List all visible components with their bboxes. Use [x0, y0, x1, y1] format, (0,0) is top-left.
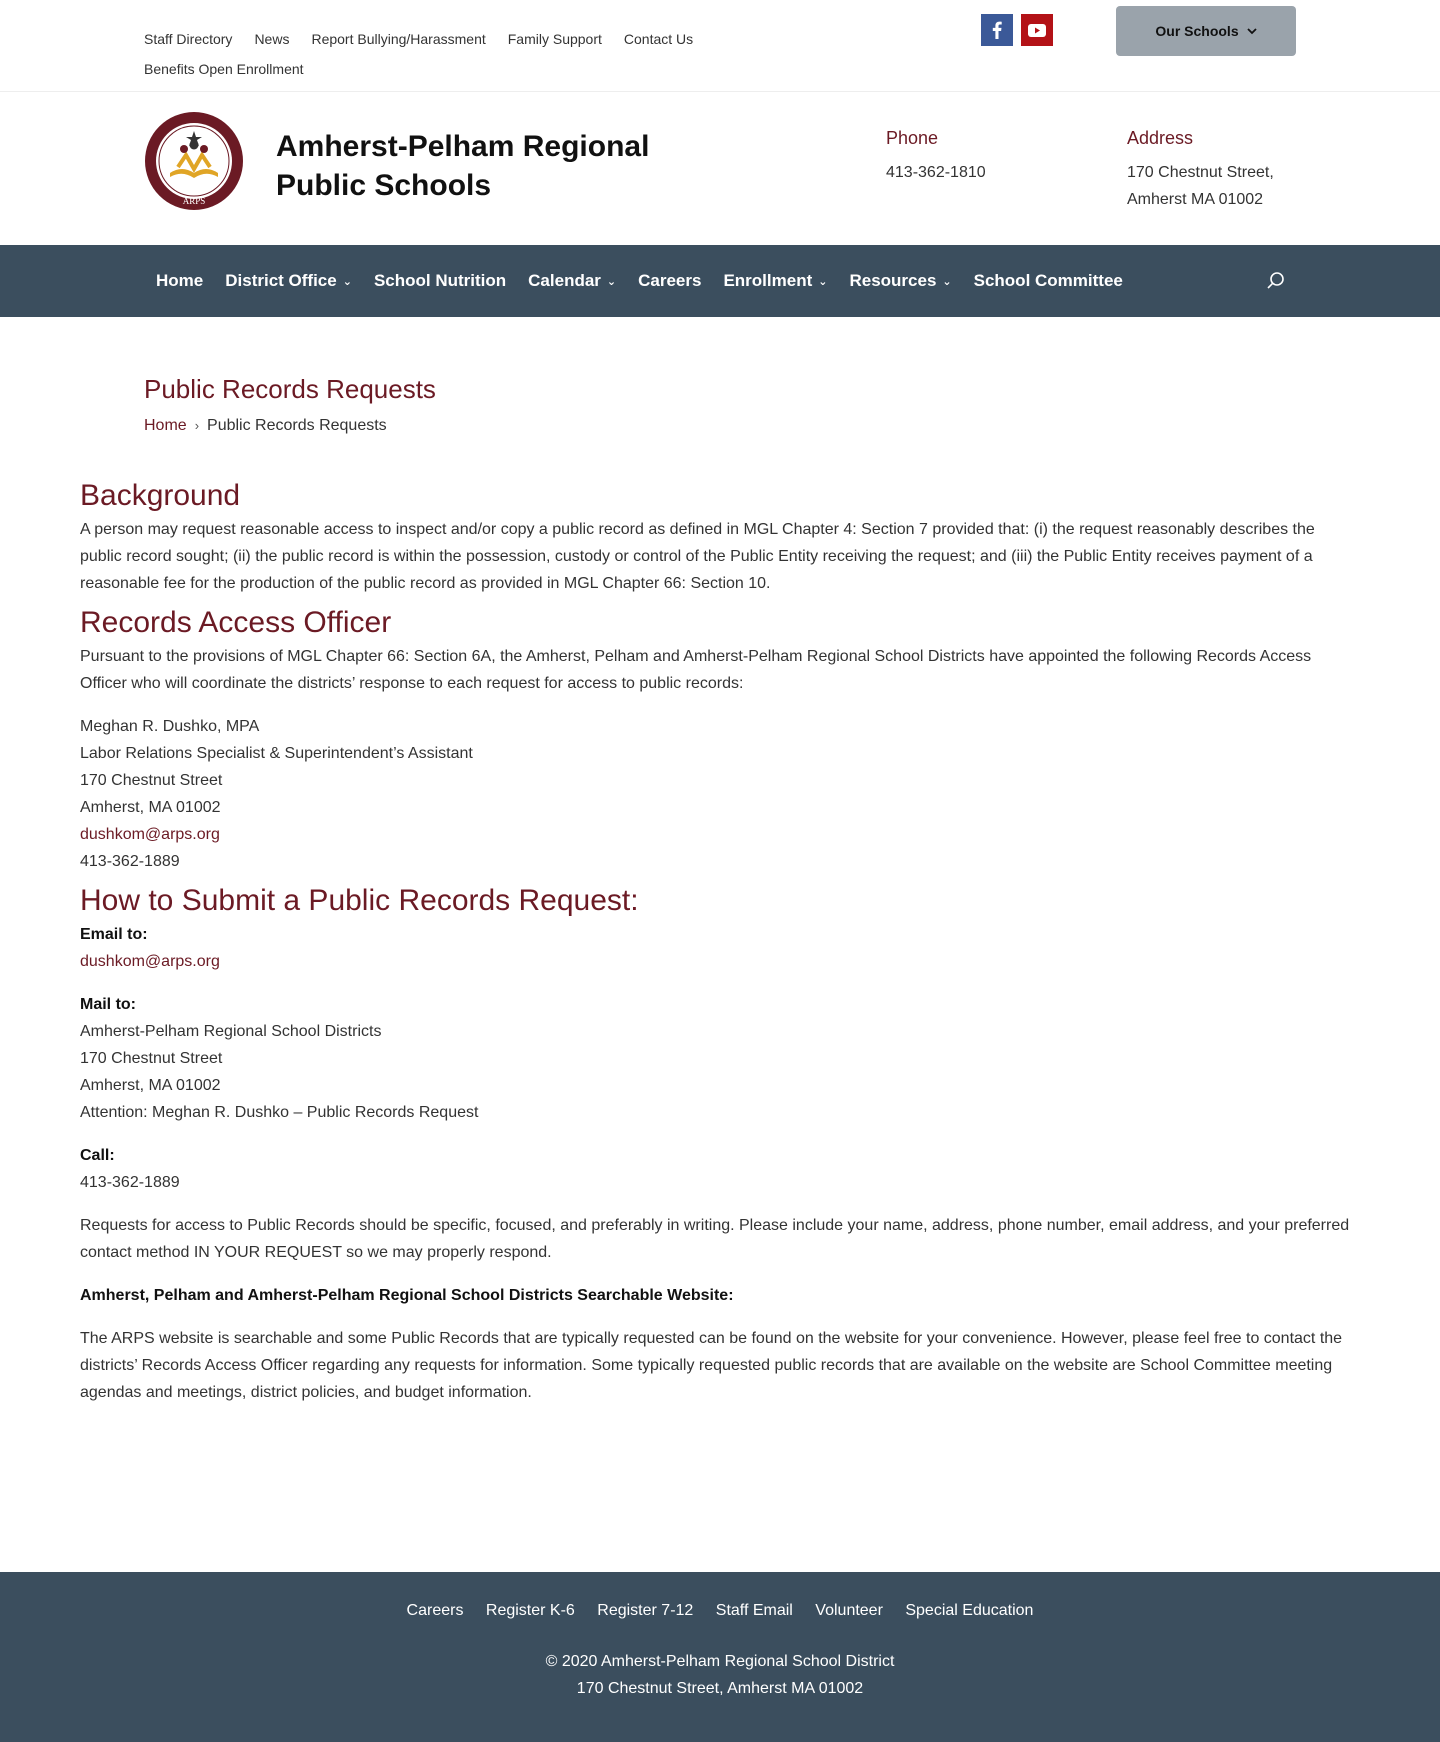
logo-text: ARPS	[182, 196, 206, 206]
breadcrumb-separator-icon: ›	[194, 418, 200, 433]
chevron-down-icon: ⌄	[818, 275, 828, 288]
site-title[interactable]	[276, 127, 696, 205]
mail-label: Mail to:	[80, 996, 136, 1013]
mail-line1: Amherst-Pelham Regional School Districts	[80, 1023, 382, 1040]
footer-link-volunteer[interactable]: Volunteer	[815, 1602, 883, 1619]
nav-item-label: School Nutrition	[373, 271, 507, 290]
address-line2: Amherst MA 01002	[1127, 191, 1264, 208]
email-label: Email to:	[80, 926, 148, 943]
background-heading: Background	[80, 479, 241, 512]
phone-label: Phone	[886, 128, 939, 148]
breadcrumb-current: Public Records Requests	[207, 417, 387, 434]
phone-value: 413-362-1810	[886, 164, 986, 181]
social-icons	[981, 14, 1053, 46]
top-links	[144, 24, 724, 84]
footer-copyright-block	[0, 1648, 1440, 1702]
top-bar	[0, 0, 1440, 92]
address-block	[1127, 128, 1274, 213]
nav-item-label: School Committee	[973, 271, 1123, 290]
chevron-down-icon	[1247, 28, 1257, 35]
officer-text: Pursuant to the provisions of MGL Chapter 66: Section 6A, the Amherst, Pelham and Amherst-Pelham Regional School Districts have appointed the following Records Access Officer who will coordinate the districts’ response to each request for access to public records:	[80, 648, 1312, 692]
top-link-family-support[interactable]: Family Support	[507, 31, 602, 47]
our-schools-button[interactable]	[1116, 6, 1296, 56]
top-link-benefits-open-enrollment[interactable]: Benefits Open Enrollment	[144, 61, 304, 77]
search-icon[interactable]	[1266, 271, 1286, 291]
site-footer	[0, 1572, 1440, 1742]
youtube-icon[interactable]	[1021, 14, 1053, 46]
officer-street: 170 Chestnut Street	[80, 772, 223, 789]
nav-item-careers[interactable]	[638, 271, 701, 291]
call-phone: 413-362-1889	[80, 1174, 180, 1191]
nav-item-resources[interactable]	[849, 271, 951, 291]
nav-item-calendar[interactable]	[528, 271, 616, 291]
top-link-contact-us[interactable]: Contact Us	[623, 31, 694, 47]
main-content	[80, 476, 1360, 1406]
officer-title: Labor Relations Specialist & Superintendent’s Assistant	[80, 745, 473, 762]
chevron-down-icon: ⌄	[942, 275, 952, 288]
mail-line2: 170 Chestnut Street	[80, 1050, 223, 1067]
top-link-news[interactable]: News	[254, 31, 290, 47]
footer-link-staff-email[interactable]: Staff Email	[715, 1602, 793, 1619]
footer-copyright: © 2020 Amherst-Pelham Regional School District	[545, 1653, 895, 1670]
chevron-down-icon: ⌄	[606, 275, 617, 288]
nav-item-home[interactable]	[156, 271, 203, 291]
site-title-line2: Public Schools	[276, 169, 492, 202]
call-label: Call:	[80, 1147, 115, 1164]
nav-item-school-committee[interactable]	[974, 271, 1123, 291]
mail-line3: Amherst, MA 01002	[80, 1077, 221, 1094]
facebook-icon[interactable]	[981, 14, 1013, 46]
address-label: Address	[1127, 128, 1194, 148]
address-line1: 170 Chestnut Street,	[1127, 164, 1274, 181]
footer-link-careers[interactable]: Careers	[406, 1602, 464, 1619]
footer-address: 170 Chestnut Street, Amherst MA 01002	[576, 1680, 864, 1697]
main-nav	[0, 245, 1440, 317]
officer-heading: Records Access Officer	[80, 606, 392, 639]
footer-links	[0, 1602, 1440, 1620]
breadcrumb	[144, 417, 387, 435]
site-title-line1: Amherst-Pelham Regional	[276, 130, 650, 163]
site-header	[0, 92, 1440, 245]
officer-email-link[interactable]: dushkom@arps.org	[80, 826, 220, 843]
nav-item-school-nutrition[interactable]	[374, 271, 506, 291]
submit-email-link[interactable]: dushkom@arps.org	[80, 953, 220, 970]
requests-text: Requests for access to Public Records should be specific, focused, and preferably in writing. Please include your name, address, phone number, email address, and your preferred contact method IN YOUR REQUEST so we may properly respond.	[80, 1217, 1350, 1261]
footer-link-special-education[interactable]: Special Education	[905, 1602, 1034, 1619]
nav-item-district-office[interactable]	[225, 271, 352, 291]
submit-heading: How to Submit a Public Records Request:	[80, 884, 639, 917]
district-logo[interactable]	[144, 111, 244, 211]
nav-item-label: Calendar	[528, 271, 601, 290]
footer-link-register-k6[interactable]: Register K-6	[485, 1602, 575, 1619]
searchable-heading: Amherst, Pelham and Amherst-Pelham Regional School Districts Searchable Website:	[80, 1287, 734, 1304]
officer-city: Amherst, MA 01002	[80, 799, 221, 816]
chevron-down-icon: ⌄	[342, 275, 352, 288]
background-text: A person may request reasonable access to inspect and/or copy a public record as defined in MGL Chapter 4: Section 7 provided that: (i) the request reasonably describes the public record sought; (ii) the public record is within the possession, custody or control of the Public Entity receiving the request; and (iii) the Public Entity receives payment of a reasonable fee for the production of the public record as provided in MGL Chapter 66: Section 10.	[80, 521, 1315, 592]
our-schools-label: Our Schools	[1155, 23, 1239, 39]
nav-item-label: Resources	[849, 271, 937, 290]
page-title: Public Records Requests	[144, 374, 436, 404]
nav-item-label: District Office	[225, 271, 337, 290]
officer-name: Meghan R. Dushko, MPA	[80, 718, 260, 735]
nav-item-label: Careers	[638, 271, 702, 290]
mail-line4: Attention: Meghan R. Dushko – Public Records Request	[80, 1104, 479, 1121]
searchable-text: The ARPS website is searchable and some Public Records that are typically requested can be found on the website for your convenience. However, please feel free to contact the districts’ Records Access Officer regarding any requests for information. Some typically requested public records that are available on the website are School Committee meeting agendas and meetings, district policies, and budget information.	[80, 1330, 1343, 1401]
top-link-staff-directory[interactable]: Staff Directory	[144, 31, 233, 47]
top-link-report-bullying[interactable]: Report Bullying/Harassment	[311, 31, 486, 47]
nav-item-label: Home	[156, 271, 204, 290]
nav-item-enrollment[interactable]	[723, 271, 827, 291]
phone-block	[886, 128, 986, 186]
officer-phone: 413-362-1889	[80, 853, 180, 870]
breadcrumb-home[interactable]: Home	[144, 417, 187, 434]
footer-link-register-7-12[interactable]: Register 7-12	[597, 1602, 694, 1619]
nav-item-label: Enrollment	[723, 271, 813, 290]
